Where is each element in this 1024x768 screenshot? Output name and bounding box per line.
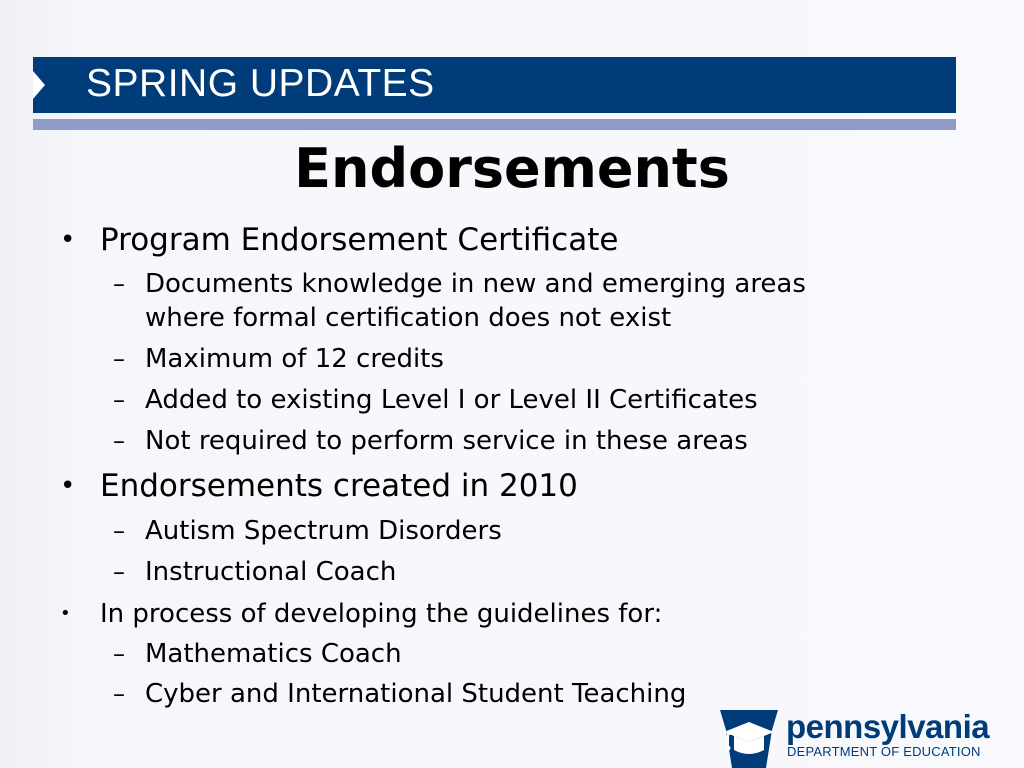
sub-list-item-text: Documents knowledge in new and emerging areas (145, 269, 806, 299)
logo-name: pennsylvania (786, 708, 990, 745)
list-item (60, 221, 619, 259)
sub-list-item (113, 342, 444, 376)
logo-subtitle: DEPARTMENT OF EDUCATION (787, 744, 981, 759)
list-item (60, 467, 578, 505)
sub-list-item (113, 677, 687, 711)
pennsylvania-logo (716, 702, 990, 768)
sub-list-item-text: Autism Spectrum Disorders (145, 516, 502, 546)
sub-list-item (113, 267, 806, 301)
bullet-marker: • (60, 225, 76, 255)
list-item-text: Endorsements created in 2010 (100, 468, 578, 504)
sub-list-item (113, 514, 502, 548)
dash-marker: – (113, 680, 125, 708)
sub-list-item-text: Not required to perform service in these areas (145, 426, 748, 456)
dash-marker: – (113, 427, 125, 455)
sub-list-item-text: where formal certification does not exist (145, 303, 672, 333)
dash-marker: – (113, 386, 125, 414)
sub-list-item (113, 637, 402, 671)
dash-marker: – (113, 558, 125, 586)
sub-list-item-text: Maximum of 12 credits (145, 344, 444, 374)
sub-list-item-text: Cyber and International Student Teaching (145, 679, 687, 709)
sub-list-item (113, 555, 397, 589)
sub-list-item (113, 383, 758, 417)
list-item (60, 595, 663, 633)
bullet-marker: • (60, 471, 76, 501)
dash-marker: – (113, 345, 125, 373)
dash-marker: – (113, 640, 125, 668)
sub-list-item (113, 424, 748, 458)
dash-marker: – (113, 517, 125, 545)
list-item-text: In process of developing the guidelines for: (100, 599, 663, 629)
sub-list-item-text: Mathematics Coach (145, 639, 402, 669)
slide-heading: Endorsements (294, 137, 730, 200)
sub-list-item-text: Added to existing Level I or Level II Certificates (145, 385, 758, 415)
header-title: SPRING UPDATES (86, 62, 435, 105)
sub-list-item-text: Instructional Coach (145, 557, 397, 587)
list-item-text: Program Endorsement Certificate (100, 222, 619, 258)
bullet-marker: • (60, 603, 71, 624)
dash-marker: – (113, 270, 125, 298)
keystone-graduation-cap-icon (716, 702, 782, 768)
sub-list-item-continuation (145, 301, 671, 335)
